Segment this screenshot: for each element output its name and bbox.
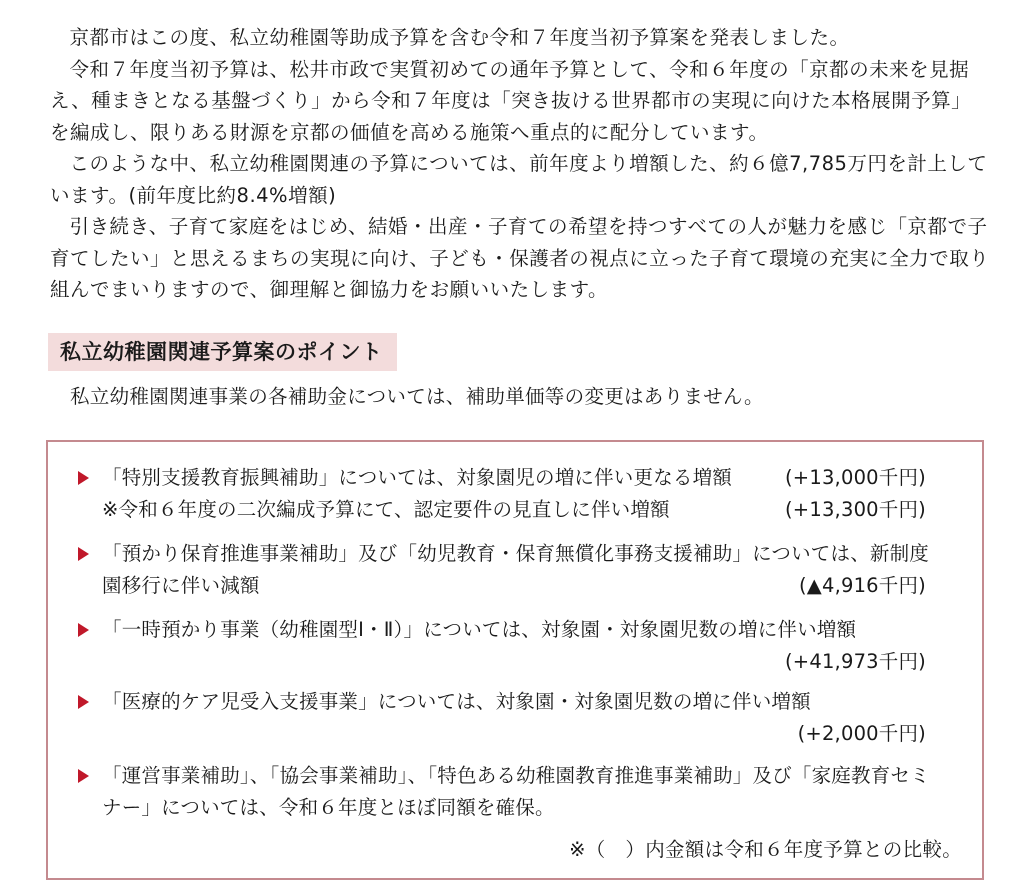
point-amount: (+2,000千円) bbox=[797, 722, 926, 745]
section-heading: 私立幼稚園関連予算案のポイント bbox=[48, 333, 397, 371]
point-subnote: ※令和６年度の二次編成予算にて、認定要件の見直しに伴い増額 bbox=[102, 498, 670, 521]
section-note: 私立幼稚園関連事業の各補助金については、補助単価等の変更はありません。 bbox=[70, 385, 764, 408]
point-text: 「預かり保育推進事業補助」及び「幼児教育・保育無償化事務支援補助」については、新制度 bbox=[102, 542, 930, 565]
point-amount: (+13,300千円) bbox=[785, 498, 926, 521]
point-medical-care bbox=[78, 686, 958, 750]
point-text-continued: 園移行に伴い減額 bbox=[102, 574, 260, 597]
point-text-continued: ナー」については、令和６年度とほぼ同額を確保。 bbox=[102, 796, 555, 819]
point-amount: (+13,000千円) bbox=[785, 466, 926, 489]
intro-paragraph-1: 京都市はこの度、私立幼稚園等助成予算を含む令和７年度当初予算案を発表しました。 bbox=[69, 26, 850, 49]
point-operations bbox=[78, 760, 958, 824]
point-amount: (+41,973千円) bbox=[785, 650, 926, 673]
budget-points-box bbox=[46, 440, 984, 880]
intro-paragraph-2: 令和７年度当初予算は、松井市政で実質初めての通年予算として、令和６年度の「京都の未来を見据え、種まきとなる基盤づくり」から令和７年度は「突き抜ける世界都市の実現に向けた本格展開予算」を編成し、限りある財源を京都の価値を高める施策へ重点的に配分しています。 bbox=[50, 57, 972, 144]
comparison-footnote: ※（ ）内金額は令和６年度予算との比較。 bbox=[569, 838, 962, 861]
point-amount: (▲4,916千円) bbox=[798, 574, 926, 597]
intro-paragraph-3: このような中、私立幼稚園関連の予算については、前年度より増額した、約６億7,785万円を計上しています。(前年度比約8.4%増額) bbox=[50, 152, 988, 207]
point-text: 「一時預かり事業（幼稚園型Ⅰ・Ⅱ）」については、対象園・対象園児数の増に伴い増額 bbox=[102, 618, 857, 641]
point-text: 「特別支援教育振興補助」については、対象園児の増に伴い更なる増額 bbox=[102, 466, 733, 489]
point-text: 「医療的ケア児受入支援事業」については、対象園・対象園児数の増に伴い増額 bbox=[102, 690, 811, 713]
intro-paragraph-4: 引き続き、子育て家庭をはじめ、結婚・出産・子育ての希望を持つすべての人が魅力を感じ「京都で子育てしたい」と思えるまちの実現に向け、子ども・保護者の視点に立った子育て環境の充実に全力で取り組んでまいりますので、御理解と御協力をお願いいたします。 bbox=[50, 215, 990, 301]
point-temporary-care bbox=[78, 614, 958, 678]
point-text: 「運営事業補助」、「協会事業補助」、「特色ある幼稚園教育推進事業補助」及び「家庭教育セミ bbox=[102, 764, 930, 787]
point-childcare-support bbox=[78, 538, 958, 602]
point-special-support bbox=[78, 462, 958, 526]
intro-text bbox=[50, 22, 990, 306]
